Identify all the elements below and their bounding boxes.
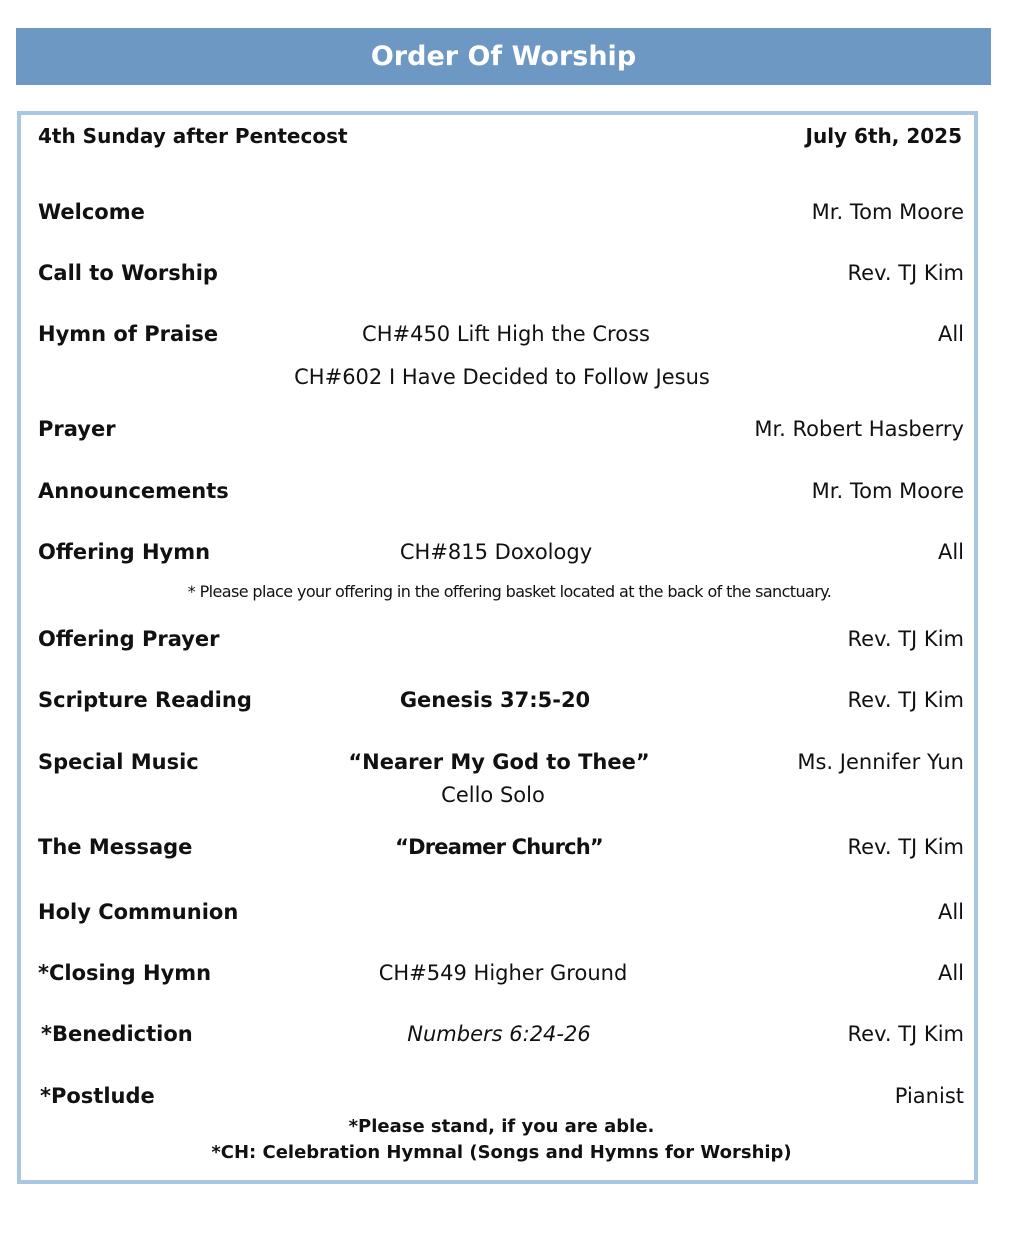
item-label: Call to Worship: [38, 261, 218, 285]
item-leader: Pianist: [894, 1084, 964, 1108]
item-label: Welcome: [38, 200, 145, 224]
item-label: Prayer: [38, 417, 116, 441]
item-closing-hymn: [38, 961, 964, 991]
item-leader: Mr. Robert Hasberry: [754, 417, 964, 441]
item-offering-hymn: [38, 540, 964, 570]
item-leader: All: [937, 540, 964, 564]
item-detail: Cello Solo: [441, 783, 545, 807]
item-label: Hymn of Praise: [38, 322, 219, 346]
service-occasion: 4th Sunday after Pentecost: [38, 124, 348, 148]
item-label: Offering Prayer: [38, 627, 220, 651]
item-prayer: [38, 417, 964, 447]
item-label: Holy Communion: [38, 900, 239, 924]
page-title: Order Of Worship: [370, 41, 637, 72]
item-label: The Message: [38, 835, 193, 859]
item-detail: “Nearer My God to Thee”: [348, 750, 650, 774]
order-of-worship-banner: [16, 28, 991, 85]
item-call-to-worship: [38, 261, 964, 291]
item-label: Announcements: [38, 479, 229, 503]
item-leader: All: [937, 322, 964, 346]
item-leader: Ms. Jennifer Yun: [797, 750, 964, 774]
item-hymn-of-praise-second: [38, 365, 964, 395]
item-leader: Rev. TJ Kim: [847, 261, 964, 285]
item-label: *Postlude: [40, 1084, 155, 1108]
item-holy-communion: [38, 900, 964, 930]
item-detail: CH#602 I Have Decided to Follow Jesus: [294, 365, 710, 389]
hymnal-note: *CH: Celebration Hymnal (Songs and Hymns for Worship): [211, 1142, 792, 1163]
item-postlude: [38, 1084, 964, 1114]
item-leader: Rev. TJ Kim: [847, 835, 964, 859]
item-label: Special Music: [38, 750, 199, 774]
item-detail: “Dreamer Church”: [395, 835, 603, 859]
item-leader: Rev. TJ Kim: [847, 1022, 964, 1046]
item-special-music: [38, 750, 964, 780]
stand-note: *Please stand, if you are able.: [348, 1116, 655, 1137]
item-leader: Mr. Tom Moore: [811, 479, 964, 503]
item-label: Offering Hymn: [38, 540, 211, 564]
item-label: Scripture Reading: [38, 688, 252, 712]
item-label: *Benediction: [41, 1022, 193, 1046]
item-benediction: [38, 1022, 964, 1052]
item-detail: Numbers 6:24-26: [407, 1022, 591, 1046]
item-label: *Closing Hymn: [38, 961, 212, 985]
item-hymn-of-praise: [38, 322, 964, 352]
item-detail: CH#815 Doxology: [399, 540, 593, 564]
item-leader: Mr. Tom Moore: [811, 200, 964, 224]
offering-note: * Please place your offering in the offering basket located at the back of the sanctuary.: [187, 582, 832, 601]
item-the-message: [38, 835, 964, 865]
item-leader: All: [937, 961, 964, 985]
item-leader: Rev. TJ Kim: [847, 688, 964, 712]
item-leader: Rev. TJ Kim: [847, 627, 964, 651]
item-detail: CH#450 Lift High the Cross: [362, 322, 650, 346]
item-announcements: [38, 479, 964, 509]
item-scripture-reading: [38, 688, 964, 718]
item-welcome: [38, 200, 964, 230]
item-special-music-second: [38, 783, 964, 813]
item-offering-prayer: [38, 627, 964, 657]
item-leader: All: [937, 900, 964, 924]
item-detail: CH#549 Higher Ground: [378, 961, 628, 985]
service-date: July 6th, 2025: [805, 124, 962, 148]
service-header: [38, 124, 964, 154]
item-detail: Genesis 37:5-20: [399, 688, 591, 712]
